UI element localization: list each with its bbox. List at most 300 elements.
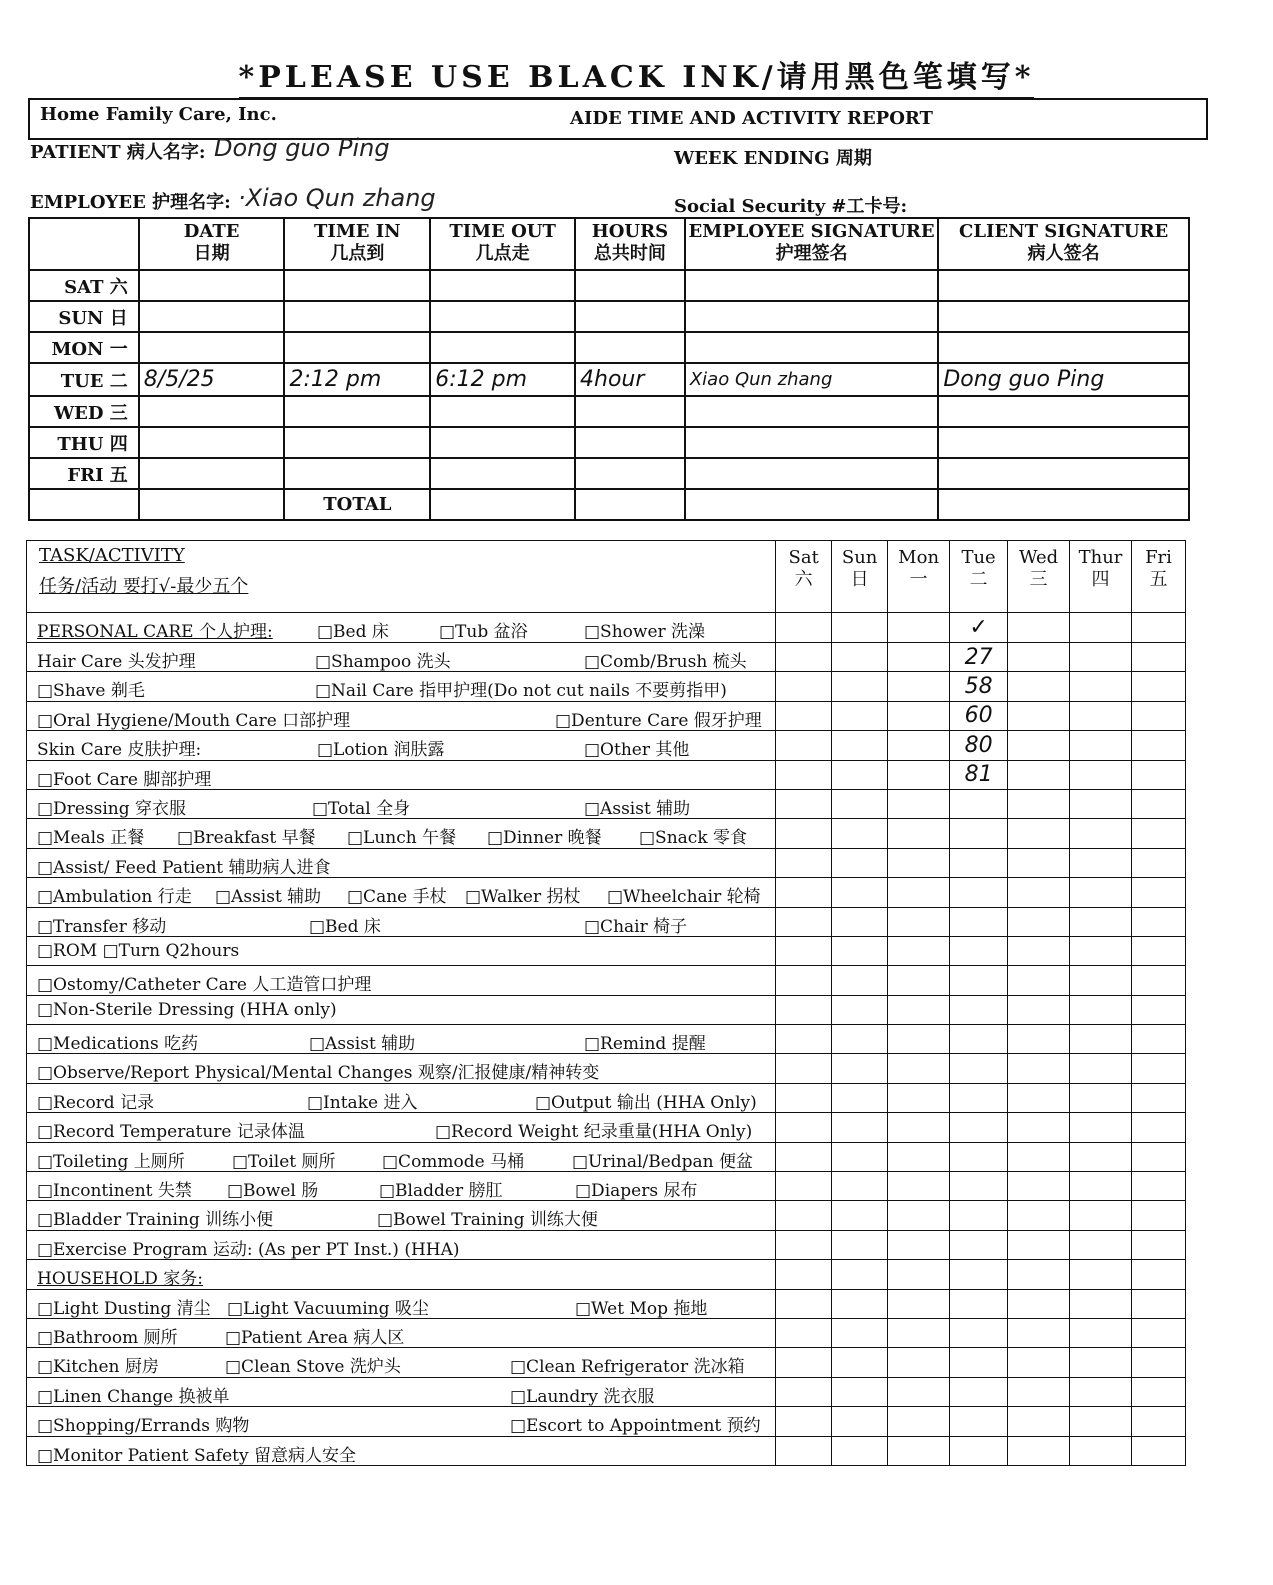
day-cell-sun[interactable] <box>832 819 888 848</box>
day-cell-sat[interactable] <box>776 1201 832 1230</box>
client-signature-cell[interactable]: Dong guo Ping <box>938 363 1189 396</box>
patient-name-field[interactable]: Dong guo Ping <box>214 134 390 162</box>
day-cell-thur[interactable] <box>1070 995 1132 1024</box>
employee-name-field[interactable]: ·Xiao Qun zhang <box>238 184 436 212</box>
day-cell-tue[interactable] <box>950 1230 1008 1259</box>
client-signature-cell[interactable] <box>938 396 1189 427</box>
day-cell-tue[interactable] <box>950 1436 1008 1465</box>
time-out-cell[interactable]: 6:12 pm <box>430 363 575 396</box>
day-cell-tue[interactable] <box>950 1318 1008 1347</box>
time-in-cell[interactable] <box>284 332 430 363</box>
day-cell-sun[interactable] <box>832 672 888 701</box>
day-cell-tue[interactable] <box>950 1025 1008 1054</box>
task-checkbox[interactable]: □Assist 辅助 <box>309 1034 416 1055</box>
day-cell-sun[interactable] <box>832 907 888 936</box>
day-cell-sun[interactable] <box>832 1142 888 1171</box>
task-checkbox[interactable]: □Toileting 上厕所 <box>37 1151 185 1172</box>
day-cell-tue[interactable]: 81 <box>950 760 1008 789</box>
day-cell-wed[interactable] <box>1008 1318 1070 1347</box>
day-cell-sat[interactable] <box>776 1230 832 1259</box>
day-cell-tue[interactable] <box>950 907 1008 936</box>
day-cell-tue[interactable] <box>950 1083 1008 1112</box>
day-cell-fri[interactable] <box>1132 701 1186 730</box>
day-cell-tue[interactable]: 80 <box>950 731 1008 760</box>
client-signature-cell[interactable] <box>938 270 1189 301</box>
day-cell-mon[interactable] <box>888 907 950 936</box>
day-cell-thur[interactable] <box>1070 1025 1132 1054</box>
day-cell-fri[interactable] <box>1132 643 1186 672</box>
day-cell-fri[interactable] <box>1132 1025 1186 1054</box>
task-checkbox[interactable]: □Snack 零食 <box>639 828 748 849</box>
task-checkbox[interactable]: □Non-Sterile Dressing (HHA only) <box>37 999 337 1020</box>
day-cell-wed[interactable] <box>1008 936 1070 965</box>
day-cell-sun[interactable] <box>832 936 888 965</box>
task-checkbox[interactable]: □Record 记录 <box>37 1092 155 1113</box>
day-cell-thur[interactable] <box>1070 1348 1132 1377</box>
day-cell-sun[interactable] <box>832 760 888 789</box>
day-cell-wed[interactable] <box>1008 643 1070 672</box>
client-signature-cell[interactable] <box>938 458 1189 489</box>
task-checkbox[interactable]: □Meals 正餐 <box>37 828 145 849</box>
task-checkbox[interactable]: □Observe/Report Physical/Mental Changes 观察/汇报健康/精神转变 <box>37 1063 600 1084</box>
day-cell-sat[interactable] <box>776 1377 832 1406</box>
day-cell-wed[interactable] <box>1008 1407 1070 1436</box>
day-cell-sat[interactable] <box>776 936 832 965</box>
task-checkbox[interactable]: □Monitor Patient Safety 留意病人安全 <box>37 1445 356 1466</box>
day-cell-wed[interactable] <box>1008 1054 1070 1083</box>
day-cell-fri[interactable] <box>1132 1260 1186 1289</box>
day-cell-fri[interactable] <box>1132 1142 1186 1171</box>
day-cell-tue[interactable] <box>950 1201 1008 1230</box>
day-cell-sun[interactable] <box>832 1377 888 1406</box>
task-checkbox[interactable]: □Bathroom 厕所 <box>37 1327 178 1348</box>
task-checkbox[interactable]: □Record Weight 纪录重量(HHA Only) <box>435 1122 753 1143</box>
task-checkbox[interactable]: □Assist 辅助 <box>584 798 691 819</box>
task-checkbox[interactable]: □Urinal/Bedpan 便盆 <box>572 1151 754 1172</box>
day-cell-sun[interactable] <box>832 1260 888 1289</box>
client-signature-cell[interactable] <box>938 427 1189 458</box>
task-checkbox[interactable]: □Exercise Program 运动: (As per PT Inst.) (HHA) <box>37 1239 460 1260</box>
day-cell-sat[interactable] <box>776 1407 832 1436</box>
day-cell-sun[interactable] <box>832 1407 888 1436</box>
day-cell-sat[interactable] <box>776 1260 832 1289</box>
time-in-cell[interactable] <box>284 427 430 458</box>
total-client-cell[interactable] <box>938 489 1189 520</box>
day-cell-tue[interactable] <box>950 848 1008 877</box>
task-checkbox[interactable]: □Tub 盆浴 <box>439 622 528 642</box>
day-cell-thur[interactable] <box>1070 1113 1132 1142</box>
task-checkbox[interactable]: □Dressing 穿衣服 <box>37 798 186 819</box>
day-cell-wed[interactable] <box>1008 1201 1070 1230</box>
day-cell-fri[interactable] <box>1132 878 1186 907</box>
day-cell-mon[interactable] <box>888 819 950 848</box>
day-cell-thur[interactable] <box>1070 613 1132 643</box>
day-cell-sat[interactable] <box>776 966 832 995</box>
day-cell-fri[interactable] <box>1132 1318 1186 1347</box>
employee-signature-cell[interactable] <box>685 458 939 489</box>
day-cell-wed[interactable] <box>1008 1083 1070 1112</box>
hours-cell[interactable]: 4hour <box>575 363 685 396</box>
day-cell-mon[interactable] <box>888 1348 950 1377</box>
day-cell-tue[interactable]: 60 <box>950 701 1008 730</box>
day-cell-mon[interactable] <box>888 1407 950 1436</box>
day-cell-fri[interactable] <box>1132 1230 1186 1259</box>
task-checkbox[interactable]: □Wet Mop 拖地 <box>575 1298 708 1319</box>
day-cell-wed[interactable] <box>1008 1436 1070 1465</box>
task-checkbox[interactable]: □Lunch 午餐 <box>347 828 457 849</box>
day-cell-fri[interactable] <box>1132 1289 1186 1318</box>
day-cell-wed[interactable] <box>1008 1113 1070 1142</box>
task-checkbox[interactable]: □Oral Hygiene/Mouth Care 口部护理 <box>37 710 351 731</box>
time-out-cell[interactable] <box>430 427 575 458</box>
date-cell[interactable] <box>139 270 285 301</box>
day-cell-mon[interactable] <box>888 1025 950 1054</box>
task-checkbox[interactable]: □Incontinent 失禁 <box>37 1181 192 1202</box>
day-cell-thur[interactable] <box>1070 789 1132 818</box>
day-cell-tue[interactable] <box>950 1407 1008 1436</box>
day-cell-fri[interactable] <box>1132 907 1186 936</box>
day-cell-mon[interactable] <box>888 760 950 789</box>
task-checkbox[interactable]: □Remind 提醒 <box>584 1034 706 1055</box>
client-signature-cell[interactable] <box>938 301 1189 332</box>
task-checkbox[interactable]: □Total 全身 <box>312 798 411 819</box>
day-cell-tue[interactable] <box>950 1260 1008 1289</box>
day-cell-fri[interactable] <box>1132 789 1186 818</box>
day-cell-sat[interactable] <box>776 1318 832 1347</box>
day-cell-mon[interactable] <box>888 878 950 907</box>
day-cell-mon[interactable] <box>888 789 950 818</box>
day-cell-sun[interactable] <box>832 731 888 760</box>
day-cell-fri[interactable] <box>1132 760 1186 789</box>
day-cell-wed[interactable] <box>1008 1260 1070 1289</box>
day-cell-mon[interactable] <box>888 1054 950 1083</box>
day-cell-fri[interactable] <box>1132 995 1186 1024</box>
day-cell-thur[interactable] <box>1070 1318 1132 1347</box>
hours-cell[interactable] <box>575 332 685 363</box>
day-cell-fri[interactable] <box>1132 848 1186 877</box>
day-cell-wed[interactable] <box>1008 760 1070 789</box>
day-cell-thur[interactable] <box>1070 907 1132 936</box>
day-cell-mon[interactable] <box>888 613 950 643</box>
day-cell-thur[interactable] <box>1070 731 1132 760</box>
task-checkbox[interactable]: □Record Temperature 记录体温 <box>37 1122 305 1143</box>
task-checkbox[interactable]: □Ostomy/Catheter Care 人工造管口护理 <box>37 975 372 996</box>
day-cell-mon[interactable] <box>888 1172 950 1201</box>
day-cell-tue[interactable]: 27 <box>950 643 1008 672</box>
task-checkbox[interactable]: □Shower 洗澡 <box>584 622 706 642</box>
day-cell-fri[interactable] <box>1132 1377 1186 1406</box>
day-cell-thur[interactable] <box>1070 966 1132 995</box>
day-cell-sun[interactable] <box>832 789 888 818</box>
day-cell-tue[interactable] <box>950 819 1008 848</box>
day-cell-thur[interactable] <box>1070 848 1132 877</box>
day-cell-fri[interactable] <box>1132 1054 1186 1083</box>
day-cell-sun[interactable] <box>832 1113 888 1142</box>
day-cell-sat[interactable] <box>776 1054 832 1083</box>
hours-cell[interactable] <box>575 458 685 489</box>
task-checkbox[interactable]: □Other 其他 <box>584 740 690 761</box>
day-cell-mon[interactable] <box>888 701 950 730</box>
day-cell-sat[interactable] <box>776 1172 832 1201</box>
task-checkbox[interactable]: □Bladder Training 训练小便 <box>37 1210 274 1231</box>
day-cell-tue[interactable] <box>950 1054 1008 1083</box>
day-cell-tue[interactable] <box>950 1142 1008 1171</box>
task-checkbox[interactable]: □Diapers 尿布 <box>575 1181 698 1202</box>
day-cell-fri[interactable] <box>1132 1201 1186 1230</box>
day-cell-sat[interactable] <box>776 878 832 907</box>
day-cell-wed[interactable] <box>1008 672 1070 701</box>
time-in-cell[interactable] <box>284 301 430 332</box>
day-cell-mon[interactable] <box>888 995 950 1024</box>
day-cell-thur[interactable] <box>1070 878 1132 907</box>
task-checkbox[interactable]: □Intake 进入 <box>307 1092 418 1113</box>
employee-signature-cell[interactable] <box>685 427 939 458</box>
day-cell-wed[interactable] <box>1008 1348 1070 1377</box>
day-cell-fri[interactable] <box>1132 1348 1186 1377</box>
date-cell[interactable]: 8/5/25 <box>139 363 285 396</box>
day-cell-mon[interactable] <box>888 966 950 995</box>
task-checkbox[interactable]: □Shave 剃毛 <box>37 681 145 702</box>
day-cell-thur[interactable] <box>1070 1201 1132 1230</box>
task-checkbox[interactable]: □Bladder 膀肛 <box>379 1181 503 1202</box>
date-cell[interactable] <box>139 458 285 489</box>
day-cell-thur[interactable] <box>1070 760 1132 789</box>
day-cell-mon[interactable] <box>888 848 950 877</box>
day-cell-thur[interactable] <box>1070 672 1132 701</box>
task-checkbox[interactable]: □Output 输出 (HHA Only) <box>535 1092 757 1113</box>
day-cell-thur[interactable] <box>1070 1407 1132 1436</box>
day-cell-tue[interactable] <box>950 1377 1008 1406</box>
day-cell-mon[interactable] <box>888 936 950 965</box>
task-checkbox[interactable]: □Clean Stove 洗炉头 <box>225 1357 401 1378</box>
day-cell-sat[interactable] <box>776 701 832 730</box>
day-cell-thur[interactable] <box>1070 1230 1132 1259</box>
day-cell-sun[interactable] <box>832 966 888 995</box>
task-checkbox[interactable]: □Escort to Appointment 预约 <box>510 1416 761 1437</box>
day-cell-sat[interactable] <box>776 672 832 701</box>
day-cell-mon[interactable] <box>888 1377 950 1406</box>
day-cell-tue[interactable] <box>950 878 1008 907</box>
day-cell-sat[interactable] <box>776 1083 832 1112</box>
day-cell-mon[interactable] <box>888 1201 950 1230</box>
day-cell-sat[interactable] <box>776 643 832 672</box>
task-checkbox[interactable]: □Laundry 洗衣服 <box>510 1386 655 1407</box>
task-checkbox[interactable]: □Shampoo 洗头 <box>315 652 451 672</box>
day-cell-fri[interactable] <box>1132 731 1186 760</box>
day-cell-thur[interactable] <box>1070 701 1132 730</box>
day-cell-wed[interactable] <box>1008 701 1070 730</box>
day-cell-wed[interactable] <box>1008 789 1070 818</box>
task-checkbox[interactable]: □Assist 辅助 <box>215 887 322 908</box>
time-out-cell[interactable] <box>430 396 575 427</box>
hours-cell[interactable] <box>575 301 685 332</box>
task-checkbox[interactable]: □Light Vacuuming 吸尘 <box>227 1298 429 1319</box>
day-cell-sat[interactable] <box>776 1348 832 1377</box>
day-cell-thur[interactable] <box>1070 819 1132 848</box>
task-checkbox[interactable]: □Kitchen 厨房 <box>37 1357 159 1378</box>
time-out-cell[interactable] <box>430 301 575 332</box>
day-cell-wed[interactable] <box>1008 731 1070 760</box>
day-cell-wed[interactable] <box>1008 1289 1070 1318</box>
day-cell-fri[interactable] <box>1132 1436 1186 1465</box>
task-checkbox[interactable]: □Denture Care 假牙护理 <box>555 710 762 731</box>
task-checkbox[interactable]: □Chair 椅子 <box>584 916 688 937</box>
hours-cell[interactable] <box>575 270 685 301</box>
task-checkbox[interactable]: □Breakfast 早餐 <box>177 828 316 849</box>
total-employee-cell[interactable] <box>685 489 939 520</box>
day-cell-sun[interactable] <box>832 1083 888 1112</box>
task-checkbox[interactable]: □Transfer 移动 <box>37 916 167 937</box>
day-cell-fri[interactable] <box>1132 819 1186 848</box>
time-out-cell[interactable] <box>430 332 575 363</box>
task-checkbox[interactable]: □Bowel 肠 <box>227 1181 319 1202</box>
day-cell-mon[interactable] <box>888 731 950 760</box>
day-cell-sat[interactable] <box>776 1113 832 1142</box>
task-checkbox[interactable]: □Patient Area 病人区 <box>225 1327 405 1348</box>
task-checkbox[interactable]: □Bowel Training 训练大便 <box>377 1210 598 1231</box>
task-checkbox[interactable]: □Assist/ Feed Patient 辅助病人进食 <box>37 857 331 878</box>
day-cell-thur[interactable] <box>1070 1377 1132 1406</box>
date-cell[interactable] <box>139 301 285 332</box>
day-cell-tue[interactable] <box>950 1289 1008 1318</box>
task-checkbox[interactable]: □Light Dusting 清尘 <box>37 1298 211 1319</box>
date-cell[interactable] <box>139 332 285 363</box>
time-out-cell[interactable] <box>430 458 575 489</box>
day-cell-fri[interactable] <box>1132 936 1186 965</box>
employee-signature-cell[interactable] <box>685 301 939 332</box>
day-cell-thur[interactable] <box>1070 643 1132 672</box>
day-cell-tue[interactable] <box>950 966 1008 995</box>
day-cell-sun[interactable] <box>832 878 888 907</box>
day-cell-wed[interactable] <box>1008 819 1070 848</box>
day-cell-wed[interactable] <box>1008 878 1070 907</box>
time-in-cell[interactable] <box>284 458 430 489</box>
task-checkbox[interactable]: □Clean Refrigerator 洗冰箱 <box>510 1357 745 1378</box>
day-cell-sat[interactable] <box>776 789 832 818</box>
total-time-out-cell[interactable] <box>430 489 575 520</box>
time-in-cell[interactable] <box>284 270 430 301</box>
day-cell-fri[interactable] <box>1132 1113 1186 1142</box>
day-cell-sun[interactable] <box>832 1054 888 1083</box>
day-cell-mon[interactable] <box>888 643 950 672</box>
day-cell-mon[interactable] <box>888 1142 950 1171</box>
day-cell-sun[interactable] <box>832 643 888 672</box>
day-cell-thur[interactable] <box>1070 1260 1132 1289</box>
day-cell-wed[interactable] <box>1008 1230 1070 1259</box>
time-in-cell[interactable]: 2:12 pm <box>284 363 430 396</box>
day-cell-sun[interactable] <box>832 613 888 643</box>
day-cell-mon[interactable] <box>888 1083 950 1112</box>
day-cell-tue[interactable] <box>950 1172 1008 1201</box>
task-checkbox[interactable]: □Comb/Brush 梳头 <box>584 652 747 672</box>
day-cell-sun[interactable] <box>832 701 888 730</box>
day-cell-tue[interactable] <box>950 995 1008 1024</box>
day-cell-fri[interactable] <box>1132 613 1186 643</box>
day-cell-sat[interactable] <box>776 907 832 936</box>
day-cell-mon[interactable] <box>888 672 950 701</box>
day-cell-sun[interactable] <box>832 1230 888 1259</box>
day-cell-tue[interactable]: ✓ <box>950 613 1008 643</box>
day-cell-fri[interactable] <box>1132 1407 1186 1436</box>
task-checkbox[interactable]: □Bed 床 <box>317 622 389 642</box>
day-cell-wed[interactable] <box>1008 907 1070 936</box>
date-cell[interactable] <box>139 427 285 458</box>
time-in-cell[interactable] <box>284 396 430 427</box>
day-cell-sun[interactable] <box>832 1318 888 1347</box>
day-cell-thur[interactable] <box>1070 1289 1132 1318</box>
day-cell-thur[interactable] <box>1070 1436 1132 1465</box>
task-checkbox[interactable]: □Foot Care 脚部护理 <box>37 769 212 790</box>
day-cell-wed[interactable] <box>1008 1172 1070 1201</box>
day-cell-sun[interactable] <box>832 1436 888 1465</box>
day-cell-sun[interactable] <box>832 1025 888 1054</box>
day-cell-sat[interactable] <box>776 1142 832 1171</box>
employee-signature-cell[interactable] <box>685 332 939 363</box>
day-cell-tue[interactable] <box>950 1348 1008 1377</box>
day-cell-tue[interactable] <box>950 936 1008 965</box>
task-checkbox[interactable]: □Medications 吃药 <box>37 1034 199 1055</box>
day-cell-sun[interactable] <box>832 1172 888 1201</box>
day-cell-sat[interactable] <box>776 1436 832 1465</box>
day-cell-tue[interactable]: 58 <box>950 672 1008 701</box>
day-cell-sun[interactable] <box>832 1201 888 1230</box>
day-cell-wed[interactable] <box>1008 995 1070 1024</box>
day-cell-wed[interactable] <box>1008 1142 1070 1171</box>
client-signature-cell[interactable] <box>938 332 1189 363</box>
task-checkbox[interactable]: □ROM □Turn Q2hours <box>37 940 240 961</box>
day-cell-wed[interactable] <box>1008 1025 1070 1054</box>
date-cell[interactable] <box>139 396 285 427</box>
task-checkbox[interactable]: □Shopping/Errands 购物 <box>37 1416 250 1437</box>
task-checkbox[interactable]: □Walker 拐杖 <box>465 887 581 908</box>
task-checkbox[interactable]: □Nail Care 指甲护理(Do not cut nails 不要剪指甲) <box>315 681 727 702</box>
day-cell-wed[interactable] <box>1008 848 1070 877</box>
day-cell-fri[interactable] <box>1132 966 1186 995</box>
day-cell-thur[interactable] <box>1070 1083 1132 1112</box>
day-cell-mon[interactable] <box>888 1289 950 1318</box>
day-cell-sun[interactable] <box>832 995 888 1024</box>
task-checkbox[interactable]: □Lotion 润肤露 <box>317 740 445 761</box>
day-cell-sun[interactable] <box>832 1348 888 1377</box>
task-checkbox[interactable]: □Linen Change 换被单 <box>37 1386 230 1407</box>
day-cell-wed[interactable] <box>1008 966 1070 995</box>
day-cell-sat[interactable] <box>776 1289 832 1318</box>
day-cell-wed[interactable] <box>1008 613 1070 643</box>
task-checkbox[interactable]: □Toilet 厕所 <box>232 1151 336 1172</box>
day-cell-wed[interactable] <box>1008 1377 1070 1406</box>
day-cell-mon[interactable] <box>888 1436 950 1465</box>
day-cell-mon[interactable] <box>888 1318 950 1347</box>
task-checkbox[interactable]: □Wheelchair 轮椅 <box>607 887 761 908</box>
day-cell-sat[interactable] <box>776 731 832 760</box>
employee-signature-cell[interactable]: Xiao Qun zhang <box>685 363 939 396</box>
task-checkbox[interactable]: □Ambulation 行走 <box>37 887 192 908</box>
task-checkbox[interactable]: □Dinner 晚餐 <box>487 828 602 849</box>
total-hours-cell[interactable] <box>575 489 685 520</box>
task-checkbox[interactable]: □Cane 手杖 <box>347 887 447 908</box>
employee-signature-cell[interactable] <box>685 270 939 301</box>
day-cell-tue[interactable] <box>950 789 1008 818</box>
day-cell-mon[interactable] <box>888 1260 950 1289</box>
day-cell-sun[interactable] <box>832 848 888 877</box>
day-cell-thur[interactable] <box>1070 1054 1132 1083</box>
day-cell-tue[interactable] <box>950 1113 1008 1142</box>
hours-cell[interactable] <box>575 396 685 427</box>
day-cell-sat[interactable] <box>776 995 832 1024</box>
employee-signature-cell[interactable] <box>685 396 939 427</box>
day-cell-thur[interactable] <box>1070 936 1132 965</box>
time-out-cell[interactable] <box>430 270 575 301</box>
